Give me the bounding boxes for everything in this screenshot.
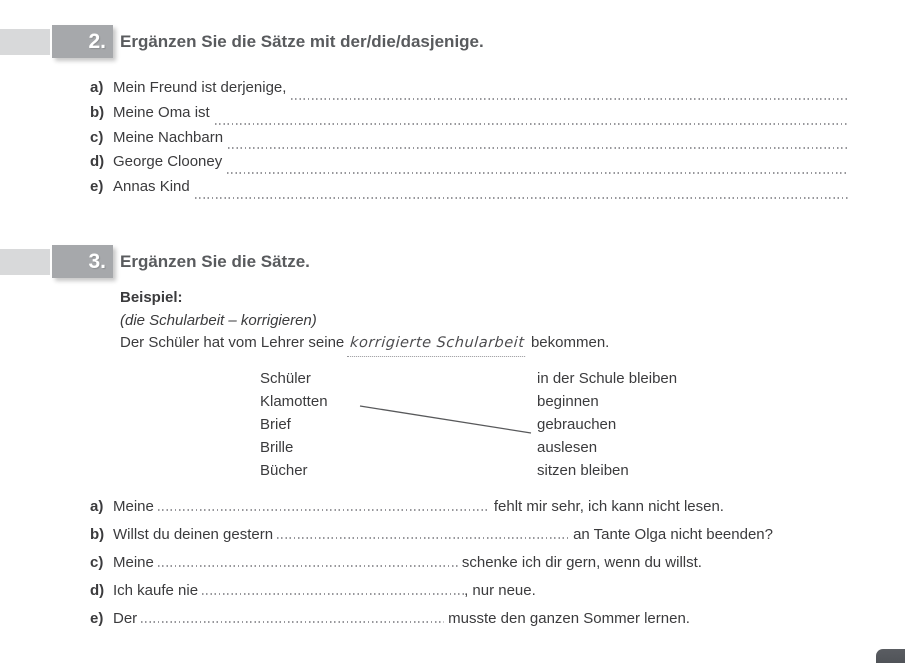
fill-blank: [277, 527, 569, 539]
item-text: Meine: [113, 498, 154, 515]
exercise2-header: [0, 25, 905, 59]
example-heading: Beispiel:: [120, 289, 183, 306]
section-corner-strip: [0, 249, 50, 275]
exercise3-title: Ergänzen Sie die Sätze.: [120, 251, 310, 271]
match-table: [0, 367, 905, 485]
match-right-item: in der Schule bleiben: [537, 370, 678, 387]
item-text: , nur neue.: [464, 582, 536, 599]
match-right-item: gebrauchen: [537, 416, 617, 433]
example-sentence-start: Der Schüler hat vom Lehrer seine: [120, 334, 345, 351]
match-right-column: [537, 367, 677, 482]
item-label: d): [90, 153, 105, 171]
exercise2-item-c: [90, 129, 848, 154]
item-label: c): [90, 554, 104, 571]
match-left-column: [260, 367, 328, 482]
match-right-item: sitzen bleiben: [537, 462, 629, 479]
exercise3-item-d: [90, 577, 860, 605]
match-left-item: Klamotten: [260, 393, 328, 410]
answer-line: [291, 98, 848, 100]
exercise2-title: Ergänzen Sie die Sätze mit der/die/dasjenige.: [120, 31, 484, 51]
item-text: Mein Freund ist derjenige,: [113, 79, 287, 96]
exercise2-number-tab: 2.: [52, 25, 113, 58]
fill-blank: [158, 555, 458, 567]
match-right-item: beginnen: [537, 393, 599, 410]
answer-line: [227, 172, 848, 174]
handwritten-answer: korrigierte Schularbeit: [348, 332, 528, 357]
example-sentence: [120, 332, 609, 357]
answer-line: [215, 123, 848, 125]
item-text: musste den ganzen Sommer lernen.: [448, 610, 690, 627]
item-label: a): [90, 79, 104, 96]
exercise3-item-a: [90, 493, 860, 521]
item-text: an Tante Olga nicht beenden?: [573, 526, 773, 543]
item-text: Der: [113, 610, 138, 627]
item-label: e): [90, 178, 104, 196]
answer-line: [228, 147, 848, 149]
item-text: George Clooney: [113, 153, 223, 171]
exercise2-list: [90, 79, 848, 203]
match-left-item: Brille: [260, 439, 294, 456]
item-label: c): [90, 128, 104, 146]
exercise3-number-tab: 3.: [52, 245, 113, 278]
example-prompt: (die Schularbeit – korrigieren): [120, 311, 317, 329]
fill-blank: [202, 583, 464, 595]
item-text: Ich kaufe nie: [113, 582, 199, 599]
item-text: Meine Nachbarn: [113, 128, 224, 146]
item-label: b): [90, 526, 105, 543]
item-text: schenke ich dir gern, wenn du willst.: [461, 554, 702, 571]
item-text: fehlt mir sehr, ich kann nicht lesen.: [493, 498, 724, 515]
exercise3-header: [0, 245, 905, 279]
exercise3-item-b: [90, 521, 860, 549]
section-corner-strip: [0, 29, 50, 55]
match-right-item: auslesen: [537, 439, 598, 456]
exercise2-item-a: [90, 79, 848, 104]
item-label: a): [90, 498, 104, 515]
item-text: Meine: [113, 554, 154, 571]
item-label: e): [90, 610, 104, 627]
exercise2-item-d: [90, 153, 848, 178]
example-sentence-end: bekommen.: [530, 334, 610, 351]
page-corner-badge: [876, 649, 905, 663]
item-text: Willst du deinen gestern: [113, 526, 274, 543]
match-left-item: Bücher: [260, 462, 308, 479]
item-text: Annas Kind: [113, 178, 190, 196]
exercise3-item-c: [90, 549, 860, 577]
exercise3-item-e: [90, 605, 860, 633]
item-text: Meine Oma ist: [113, 103, 210, 121]
item-label: d): [90, 582, 105, 599]
match-left-item: Brief: [260, 416, 291, 433]
fill-blank: [141, 611, 444, 623]
item-label: b): [90, 103, 105, 121]
match-left-item: Schüler: [260, 370, 311, 387]
example-block: [120, 287, 609, 357]
match-connector-line: [0, 367, 905, 485]
fill-blank: [158, 499, 490, 511]
answer-line: [195, 197, 848, 199]
exercise3-list: [90, 493, 860, 633]
exercise2-item-b: [90, 104, 848, 129]
exercise2-item-e: [90, 178, 848, 203]
